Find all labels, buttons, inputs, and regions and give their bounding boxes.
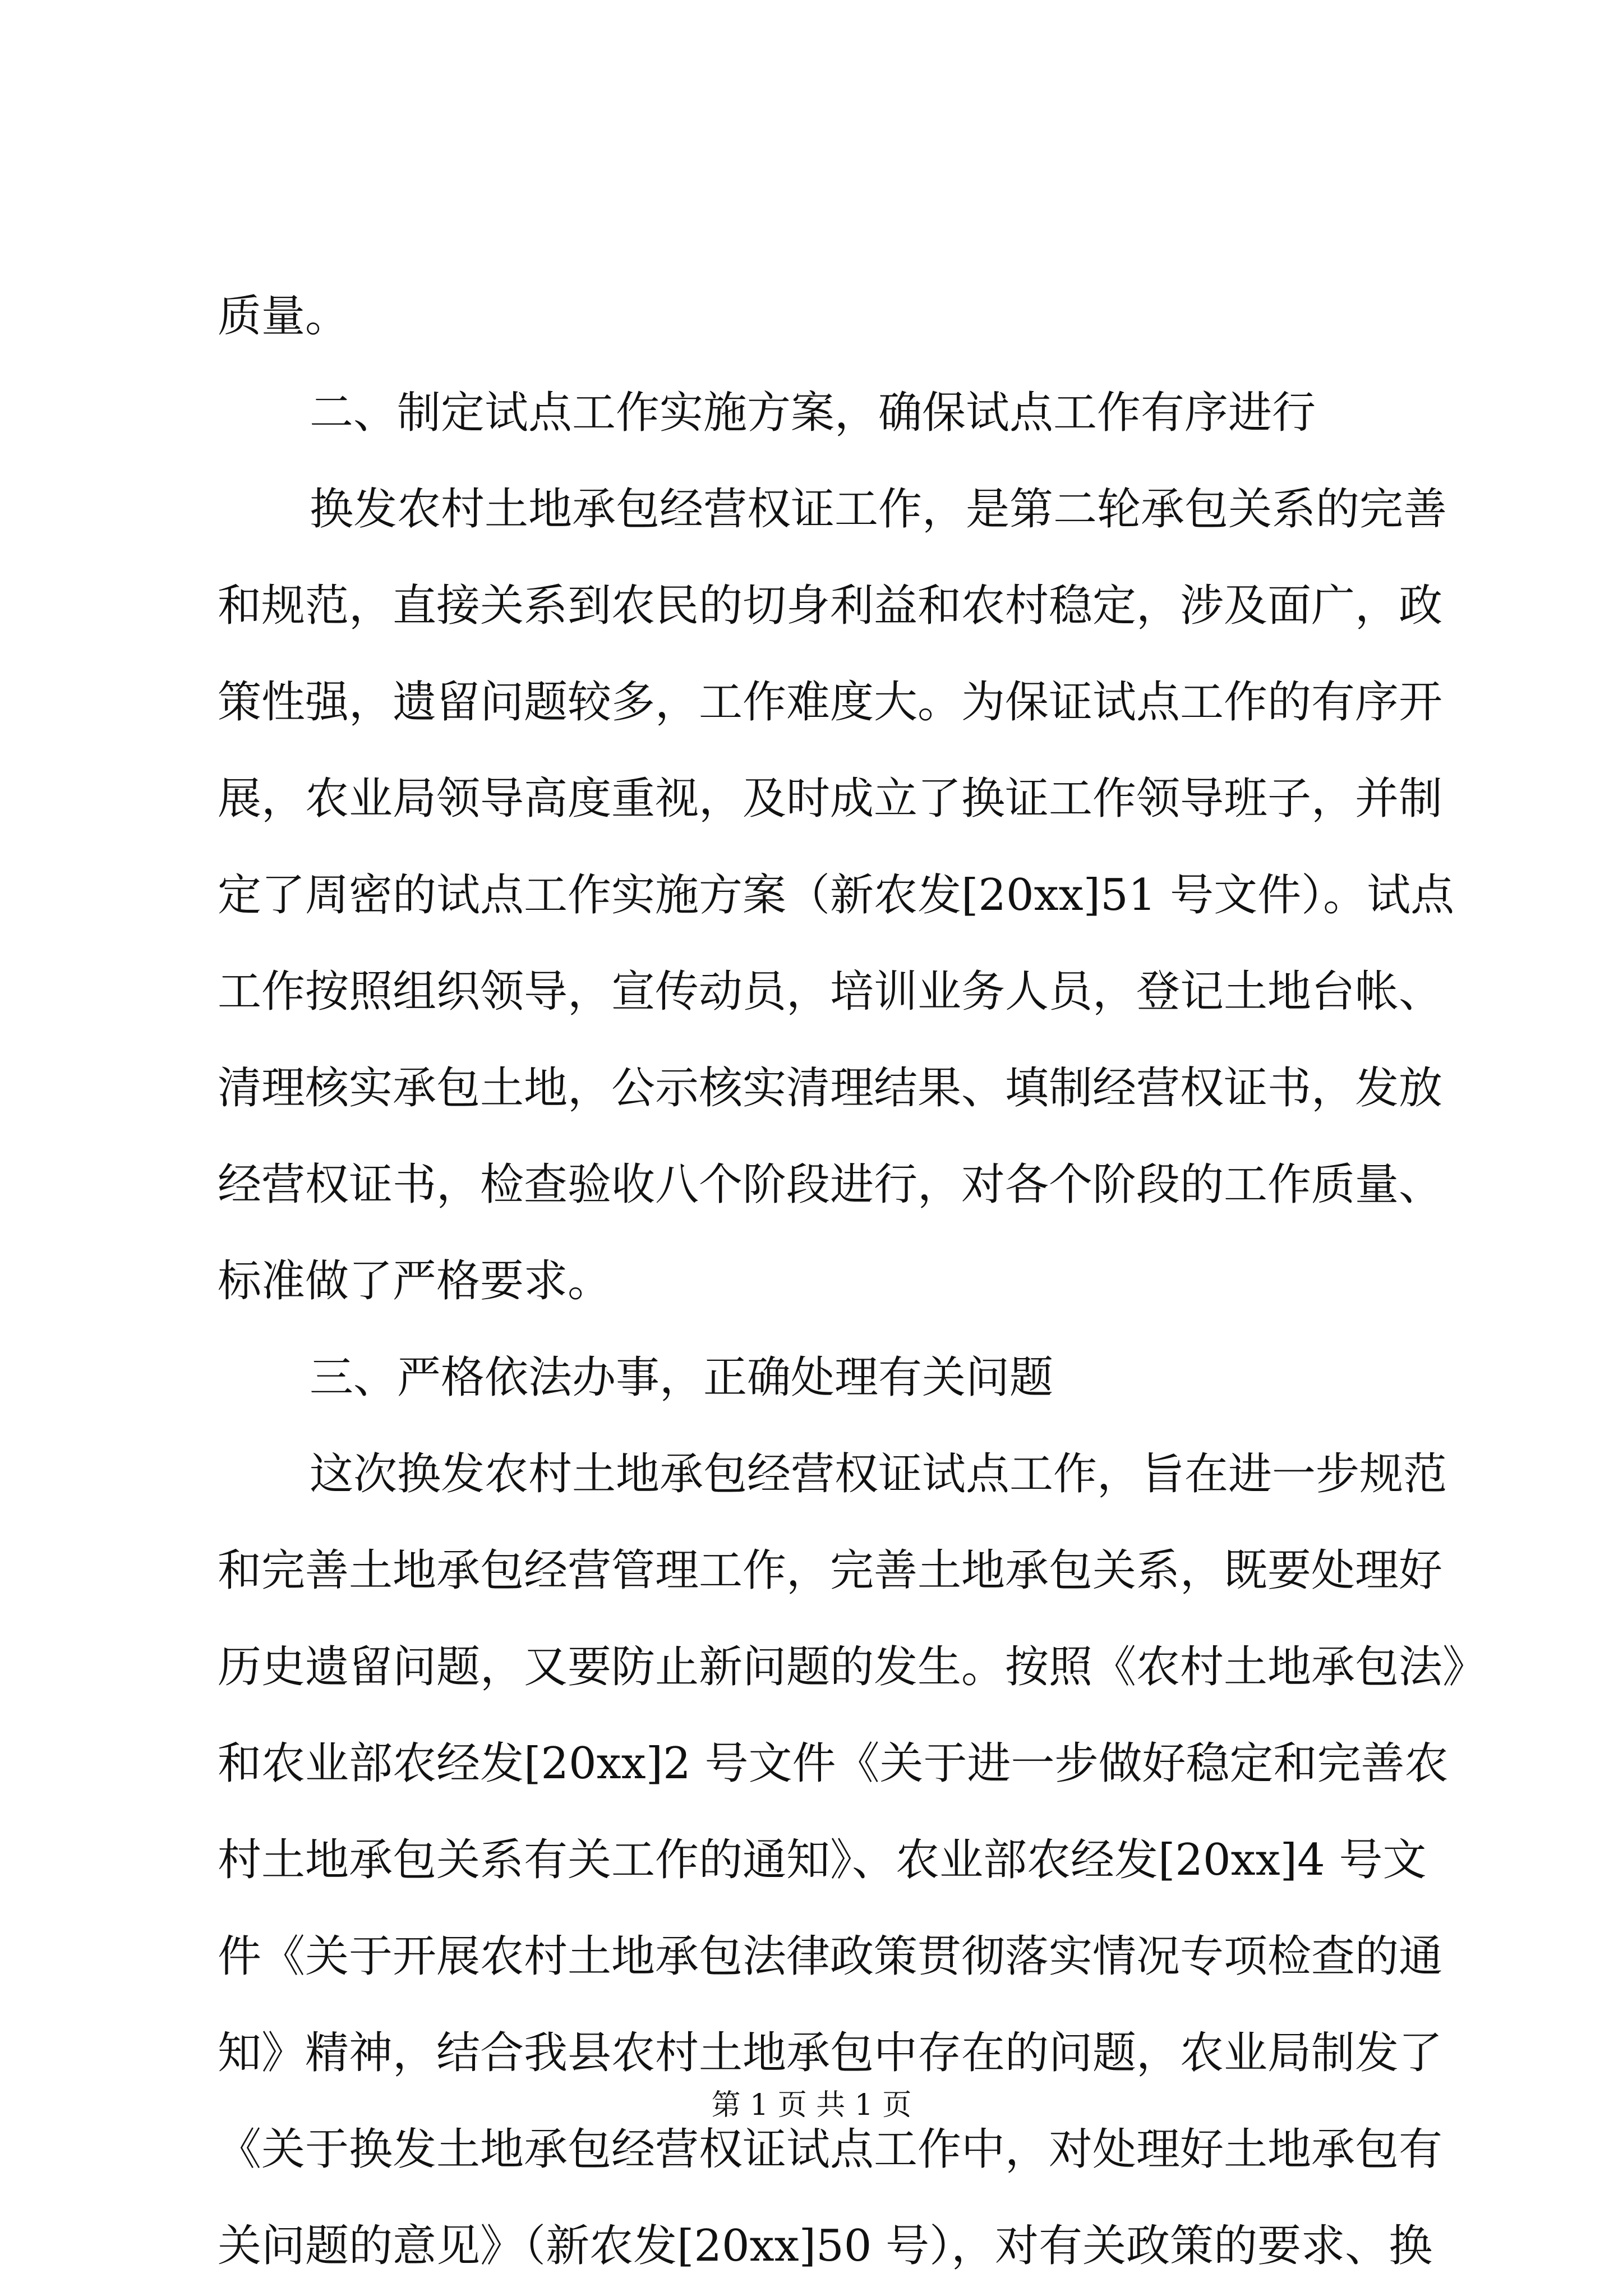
text-line: 定了周密的试点工作实施方案（新农发[20xx]51 号文件）。试点 <box>218 870 1455 921</box>
text-line: 关问题的意见》（新农发[20xx]50 号），对有关政策的要求、换 <box>218 2221 1433 2271</box>
text-line: 《关于换发土地承包经营权证试点工作中，对处理好土地承包有 <box>218 2124 1443 2175</box>
page-footer: 第 1 页 共 1 页 <box>711 2088 912 2122</box>
text-line: 村土地承包关系有关工作的通知》、农业部农经发[20xx]4 号文 <box>218 1835 1427 1885</box>
text-line: 知》精神，结合我县农村土地承包中存在的问题，农业局制发了 <box>218 2028 1443 2078</box>
text-line: 标准做了严格要求。 <box>218 1256 612 1306</box>
text-line: 这次换发农村土地承包经营权证试点工作，旨在进一步规范 <box>310 1449 1447 1499</box>
section-heading: 二、制定试点工作实施方案，确保试点工作有序进行 <box>310 388 1316 438</box>
text-line: 经营权证书，检查验收八个阶段进行，对各个阶段的工作质量、 <box>218 1159 1443 1210</box>
text-line: 和规范，直接关系到农民的切身利益和农村稳定，涉及面广，政 <box>218 581 1443 631</box>
text-line: 和农业部农经发[20xx]2 号文件《关于进一步做好稳定和完善农 <box>218 1738 1449 1789</box>
text-line: 件《关于开展农村土地承包法律政策贯彻落实情况专项检查的通 <box>218 1931 1443 1982</box>
text-line: 展，农业局领导高度重视，及时成立了换证工作领导班子，并制 <box>218 774 1443 824</box>
section-heading: 三、严格依法办事，正确处理有关问题 <box>310 1352 1054 1403</box>
document-body <box>218 268 1487 2294</box>
text-line: 质量。 <box>218 291 349 342</box>
text-line: 换发农村土地承包经营权证工作，是第二轮承包关系的完善 <box>310 484 1447 535</box>
text-line: 历史遗留问题，又要防止新问题的发生。按照《农村土地承包法》 <box>218 1642 1487 1692</box>
text-line: 清理核实承包土地，公示核实清理结果、填制经营权证书，发放 <box>218 1063 1443 1114</box>
text-line: 工作按照组织领导，宣传动员，培训业务人员，登记土地台帐、 <box>218 967 1443 1017</box>
text-line: 策性强，遗留问题较多，工作难度大。为保证试点工作的有序开 <box>218 677 1443 728</box>
text-line: 和完善土地承包经营管理工作，完善土地承包关系，既要处理好 <box>218 1545 1443 1596</box>
